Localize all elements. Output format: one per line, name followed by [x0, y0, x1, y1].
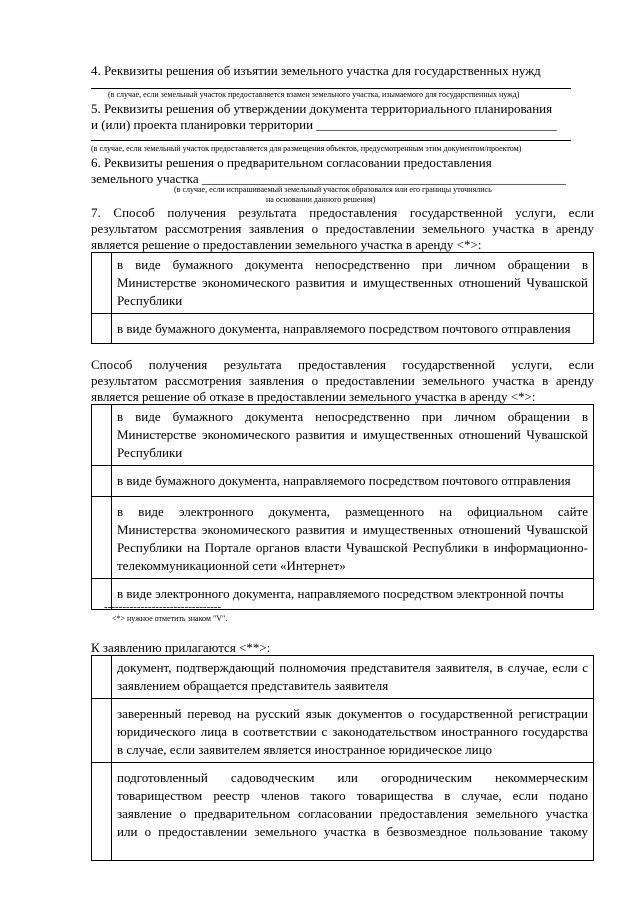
refusal-line1: Способ получения результата предоставления государственной услуги, если	[91, 357, 594, 372]
attachment-checkbox[interactable]	[92, 656, 112, 699]
attachment-checkbox[interactable]	[92, 699, 112, 763]
attachment-text	[112, 763, 594, 861]
option-checkbox[interactable]	[92, 405, 112, 466]
attachments-title: К заявлению прилагаются <**>:	[91, 640, 271, 655]
item6-line2: земельного участка ________________________________________________________	[91, 171, 566, 186]
option-text	[112, 497, 594, 579]
option-checkbox[interactable]	[92, 314, 112, 344]
option-checkbox[interactable]	[92, 497, 112, 579]
attachment-line: заявлением обращается представитель заявителя	[117, 678, 389, 693]
table-row	[92, 405, 594, 466]
table-row	[92, 497, 594, 579]
item4-note: (в случае, если земельный участок предоставляется взамен земельного участка, изымаемого для государственных нужд)	[108, 90, 520, 99]
option-text	[112, 314, 594, 344]
option-text	[112, 253, 594, 314]
option-line: Республики	[117, 445, 183, 460]
table-row	[92, 699, 594, 763]
option-checkbox[interactable]	[92, 253, 112, 314]
option-checkbox[interactable]	[92, 466, 112, 497]
table-row	[92, 253, 594, 314]
item7-line1: 7. Способ получения результата предоставления государственной услуги, если	[91, 205, 594, 220]
attachment-line: товариществом реестр членов такого товарищества в случае, если подано	[117, 788, 588, 803]
attachment-line: юридического лица в соответствии с законодательством иностранного государства	[117, 724, 588, 739]
item5-note: (в случае, если земельный участок предоставляется для размещения объектов, предусмотренным этим документом/проектом)	[91, 144, 522, 153]
item6-note2: на основании данного решения)	[266, 195, 376, 204]
item4-title: 4. Реквизиты решения об изъятии земельного участка для государственных нужд	[91, 63, 541, 78]
option-line: в виде бумажного документа непосредственно при личном обращении в	[117, 409, 588, 424]
table-row	[92, 656, 594, 699]
footnote-separator: --------------------------------	[104, 601, 222, 613]
table-row	[92, 466, 594, 497]
refusal-line3: является решение об отказе в предоставлении земельного участка в аренду <*>:	[91, 389, 536, 404]
option-line: в виде электронного документа, направляемого посредством электронной почты	[117, 586, 564, 601]
option-line: в виде бумажного документа, направляемого посредством почтового отправления	[117, 473, 571, 488]
attachment-line: или о предоставлении земельного участка в безвозмездное пользование такому	[117, 824, 588, 839]
attachment-line: в случае, если заявителем является иностранное юридическое лицо	[117, 742, 493, 757]
option-line: Республики на Портале органов власти Чувашской Республики в информационно-	[117, 540, 588, 555]
attachment-text	[112, 656, 594, 699]
item6-note1: (в случае, если испрашиваемый земельный участок образовался или его границы уточнялись	[174, 185, 492, 194]
option-text	[112, 466, 594, 497]
item5-underline	[91, 140, 571, 141]
table-row	[92, 763, 594, 861]
attachment-line: заявление о предварительном согласовании предоставления земельного участка	[117, 806, 588, 821]
item5-line1: 5. Реквизиты решения об утверждении документа территориального планирования	[91, 101, 553, 116]
item5-line2: и (или) проекта планировки территории _____________________________________	[91, 117, 557, 132]
option-line: Республики	[117, 293, 183, 308]
item6-line1: 6. Реквизиты решения о предварительном согласовании предоставления	[91, 155, 492, 170]
refusal-line2: результатом рассмотрения заявления о предоставлении земельного участка в аренду	[91, 373, 594, 388]
attachment-line: подготовленный садоводческим или огородническим некоммерческим	[117, 770, 588, 785]
option-line: в виде электронного документа, размещенного на официальном сайте	[117, 504, 588, 519]
option-line: телекоммуникационной сети «Интернет»	[117, 558, 346, 573]
footnote-text: <*> нужное отметить знаком "V".	[112, 614, 228, 623]
item7-line2: результатом рассмотрения заявления о предоставлении земельного участка в аренду	[91, 221, 594, 236]
item4-underline	[91, 88, 571, 89]
option-line: в виде бумажного документа, направляемого посредством почтового отправления	[117, 321, 571, 336]
option-line: в виде бумажного документа непосредственно при личном обращении в	[117, 257, 588, 272]
option-text	[112, 405, 594, 466]
attachment-line: заверенный перевод на русский язык документов о государственной регистрации	[117, 706, 588, 721]
refusal-method-table	[91, 404, 594, 610]
table-row	[92, 314, 594, 344]
result-method-table	[91, 252, 594, 344]
option-line: Министерстве экономического развития и имущественных отношений Чувашской	[117, 275, 588, 290]
attachment-text	[112, 699, 594, 763]
attachment-checkbox[interactable]	[92, 763, 112, 861]
attachments-table	[91, 655, 594, 861]
option-line: Министерстве экономического развития и имущественных отношений Чувашской	[117, 427, 588, 442]
item7-line3: является решение о предоставлении земельного участка в аренду <*>:	[91, 237, 482, 252]
option-line: Министерства экономического развития и имущественных отношений Чувашской	[117, 522, 588, 537]
attachment-line: документ, подтверждающий полномочия представителя заявителя, в случае, если с	[117, 660, 588, 675]
